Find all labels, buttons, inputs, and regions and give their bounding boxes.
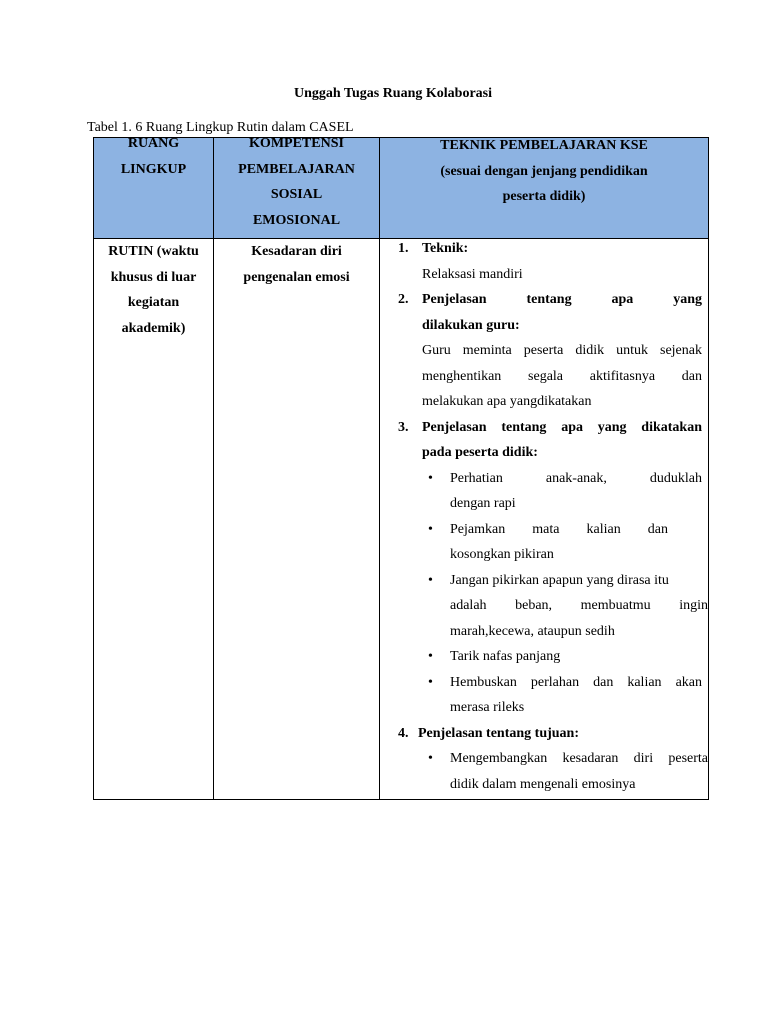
cell-text: khusus di luar (110, 269, 197, 285)
header-text: KOMPETENSI (249, 136, 344, 151)
bullet-text: didik dalam mengenali emosinya (450, 776, 636, 792)
bullet-text: dengan rapi (450, 496, 516, 511)
cell-text: RUTIN (waktu (108, 244, 199, 259)
header-teknik (380, 138, 709, 239)
casel-table (93, 137, 709, 800)
header-text: LINGKUP (120, 161, 187, 177)
header-kompetensi (214, 138, 380, 239)
item-text: Relaksasi mandiri (422, 266, 523, 282)
cell-text: kegiatan (127, 295, 180, 310)
cell-kompetensi (214, 239, 380, 800)
bullet-text: Tarik nafas panjang (450, 649, 561, 664)
bullet-text: kosongkan pikiran (450, 547, 554, 562)
bullet-text: Pejamkan mata kalian dan (450, 521, 668, 537)
bullet-icon: • (428, 751, 433, 766)
item-label: Penjelasan tentang apa yang dikatakan (422, 419, 702, 435)
cell-teknik (380, 239, 709, 800)
cell-text: Kesadaran diri (251, 244, 342, 259)
cell-text: pengenalan emosi (243, 269, 350, 285)
item-text: menghentikan segala aktifitasnya dan (422, 368, 702, 384)
header-text: TEKNIK PEMBELAJARAN KSE (440, 138, 648, 153)
cell-ruang-lingkup (94, 239, 214, 800)
item-label: pada peserta didik: (422, 445, 538, 460)
table-row (94, 239, 709, 800)
table-header-row (94, 138, 709, 239)
list-item (380, 721, 708, 747)
list-item (380, 236, 708, 287)
header-text: RUANG (127, 136, 180, 151)
bullet-item (380, 517, 708, 568)
item-text: Guru meminta peserta didik untuk sejenak (422, 343, 702, 358)
bullet-item (380, 644, 708, 670)
bullet-text: Mengembangkan kesadaran diri peserta (450, 751, 708, 766)
header-text: EMOSIONAL (252, 212, 341, 228)
bullet-item (380, 568, 708, 645)
document-title: Unggah Tugas Ruang Kolaborasi (293, 86, 493, 101)
bullet-icon: • (428, 674, 433, 690)
bullet-item (380, 466, 708, 517)
item-label: Teknik: (422, 241, 469, 256)
header-text: PEMBELAJARAN (238, 161, 355, 177)
bullet-text: Perhatian anak-anak, duduklah (450, 470, 702, 486)
header-text: SOSIAL (270, 187, 323, 202)
bullet-icon: • (428, 572, 433, 588)
item-number: 1. (398, 241, 409, 256)
table-caption: Tabel 1. 6 Ruang Lingkup Rutin dalam CASEL (87, 120, 354, 135)
list-item (380, 287, 708, 415)
item-label: Penjelasan tentang tujuan: (418, 725, 580, 741)
header-text: (sesuai dengan jenjang pendidikan (440, 163, 648, 179)
item-number: 3. (398, 419, 409, 435)
bullet-text: adalah beban, membuatmu ingin (450, 598, 708, 613)
bullet-text: Hembuskan perlahan dan kalian akan (450, 674, 702, 690)
item-label: Penjelasan tentang apa yang (422, 292, 702, 307)
bullet-icon: • (428, 470, 433, 486)
bullet-text: Jangan pikirkan apapun yang dirasa itu (450, 572, 669, 588)
bullet-text: marah,kecewa, ataupun sedih (450, 623, 615, 639)
header-ruang-lingkup (94, 138, 214, 239)
list-item (380, 415, 708, 466)
bullet-icon: • (428, 521, 433, 537)
header-text: peserta didik) (502, 189, 586, 204)
item-label: dilakukan guru: (422, 317, 520, 333)
item-number: 2. (398, 292, 409, 307)
bullet-item (380, 746, 708, 797)
bullet-icon: • (428, 649, 433, 664)
bullet-text: merasa rileks (450, 700, 525, 715)
item-number: 4. (398, 725, 409, 741)
item-text: melakukan apa yangdikatakan (422, 394, 592, 409)
bullet-item (380, 670, 708, 721)
cell-text: akademik) (121, 320, 186, 336)
